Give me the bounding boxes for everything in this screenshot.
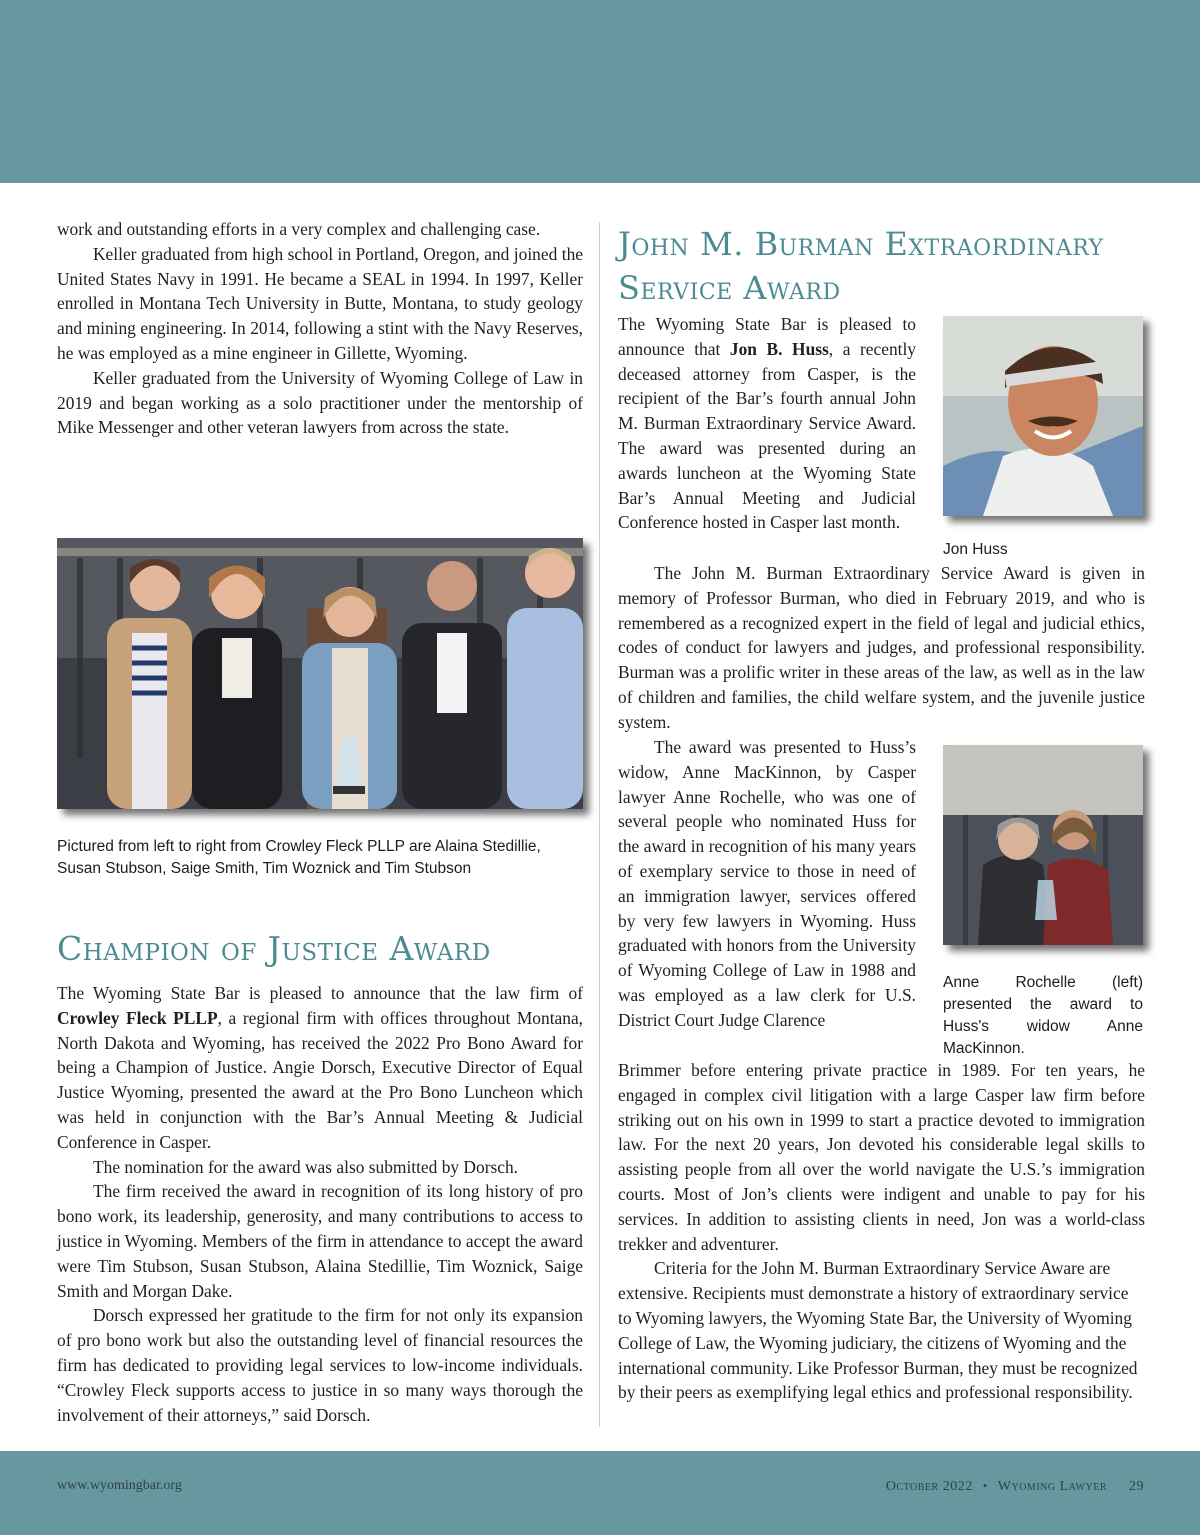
burman-paragraph-4: Criteria for the John M. Burman Extraordinary Service Aware are extensive. Recipients must demonstrate a history of extraordinary service to Wyoming lawyers, the Wyoming State Bar, the University of Wyoming College of Law, the Wyoming judiciary, the citizens of Wyoming and the international community. Like Professor Burman, they must be recognized by their peers as exemplifying legal ethics and professional responsibility. — [618, 1258, 1138, 1403]
burman-paragraph-3-start: The award was presented to Huss’s widow, Anne MacKinnon, by Casper lawyer Anne Rochelle, who was one of several people who nominated Huss for the award in recognition of his many years of exemplary service to those in need of an immigration lawyer, services offered by very few lawyers in Wyoming. Huss graduated with honors from the University of Wyoming College of Law in 1988 and was employed as a law clerk for U.S. District Court Judge Clarence — [618, 737, 916, 1030]
jon-huss-photo — [943, 316, 1143, 516]
burman-paragraph-3-continued-block — [618, 1058, 1145, 1405]
burman-heading: John M. Burman Extraordinary Service Award — [618, 225, 1104, 307]
burman-paragraph-1: The Wyoming State Bar is pleased to announce that Jon B. Huss, a recently deceased attorney from Casper, is the recipient of the Bar’s fourth annual John M. Burman Extraordinary Service Award. The award was presented during an awards luncheon at the Wyoming State Bar’s Annual Meeting and Judicial Conference hosted in Casper last month. — [618, 314, 917, 533]
footer-website-link[interactable]: www.wyomingbar.org — [57, 1478, 182, 1493]
footer-separator: • — [982, 1478, 988, 1493]
footer-issue-date: October 2022 — [885, 1479, 973, 1494]
header-band — [0, 0, 1200, 183]
footer-page-number: 29 — [1129, 1479, 1144, 1494]
left-intro-text — [57, 217, 583, 440]
champion-heading: Champion of Justice Award — [57, 929, 491, 968]
huss-photo-caption: Jon Huss — [943, 541, 1008, 558]
burman-paragraph-2-block — [618, 561, 1145, 735]
burman-paragraph-2: The John M. Burman Extraordinary Service Award is given in memory of Professor Burman, who died in February 2019, and who is remembered as a recognized expert in the field of legal and judicial ethics, codes of conduct for lawyers and judges, and professional responsibility. Burman was a prolific writer in these areas of the law, as well as in the law of children and families, the child welfare system, and the juvenile justice system. — [618, 563, 1145, 732]
champion-paragraph-3: The firm received the award in recognition of its long history of pro bono work, its leadership, generosity, and many contributions to access to justice in Wyoming. Members of the firm in attendance to accept the award were Tim Stubson, Susan Stubson, Alaina Stedillie, Tim Woznick, Saige Smith and Morgan Dake. — [57, 1181, 583, 1301]
burman-paragraph-1-block — [618, 312, 916, 535]
crowley-fleck-group-photo — [57, 538, 583, 809]
burman-paragraph-3-block — [618, 735, 916, 1033]
champion-paragraph-1: The Wyoming State Bar is pleased to announce that the law firm of Crowley Fleck PLLP, a regional firm with offices throughout Montana, North Dakota and Wyoming, has received the 2022 Pro Bono Award for being a Champion of Justice. Angie Dorsch, Executive Director of Equal Justice Wyoming, presented the award at the Pro Bono Luncheon which was held in conjunction with the Bar’s Annual Meeting & Judicial Conference in Casper. — [57, 983, 584, 1152]
champion-paragraph-4: Dorsch expressed her gratitude to the firm for not only its expansion of pro bono work but also the outstanding level of financial resources the firm has dedicated to providing legal services to low-income individuals. “Crowley Fleck supports access to justice in so many ways thorough the involvement of their attorneys,” said Dorsch. — [57, 1305, 583, 1425]
burman-paragraph-3-end: Brimmer before entering private practice in 1989. For ten years, he engaged in complex civil litigation with a large Casper law firm before striking out on his own in 1999 to start a practice devoted to immigration law. For the next 20 years, Jon devoted his considerable legal skills to assisting people from all over the world navigate the U.S.’s immigration courts. Most of Jon’s clients were indigent and unable to pay for his services. In addition to assisting clients in need, Jon was a world-class trekker and adventurer. — [618, 1060, 1145, 1254]
footer-magazine-name: Wyoming Lawyer — [997, 1479, 1107, 1494]
crowley-fleck-name: Crowley Fleck PLLP — [57, 1007, 218, 1028]
rochelle-mackinnon-photo — [943, 745, 1143, 945]
group-photo-caption: Pictured from left to right from Crowley Fleck PLLP are Alaina Stedillie, Susan Stubson, Saige Smith, Tim Woznick and Tim Stubson — [57, 838, 541, 877]
left-paragraph-3: Keller graduated from the University of Wyoming College of Law in 2019 and began working as a solo practitioner under the mentorship of Mike Messenger and other veteran lawyers from across the state. — [57, 367, 583, 438]
champion-article-text — [57, 981, 583, 1427]
rochelle-photo-caption: Anne Rochelle (left) presented the award to Huss's widow Anne MacKinnon. — [943, 974, 1143, 1057]
left-paragraph-1: work and outstanding efforts in a very complex and challenging case. — [57, 219, 541, 239]
champion-paragraph-2: The nomination for the award was also submitted by Dorsch. — [93, 1156, 519, 1177]
footer-issue-info — [886, 1478, 1144, 1495]
left-paragraph-2: Keller graduated from high school in Portland, Oregon, and joined the United States Navy in 1991. He became a SEAL in 1994. In 1997, Keller enrolled in Montana Tech University in Butte, Montana, to study geology and mining engineering. In 2014, following a stint with the Navy Reserves, he was employed as a mine engineer in Gillette, Wyoming. — [57, 243, 583, 363]
column-divider — [599, 222, 600, 1427]
huss-name: Jon B. Huss — [729, 338, 829, 359]
